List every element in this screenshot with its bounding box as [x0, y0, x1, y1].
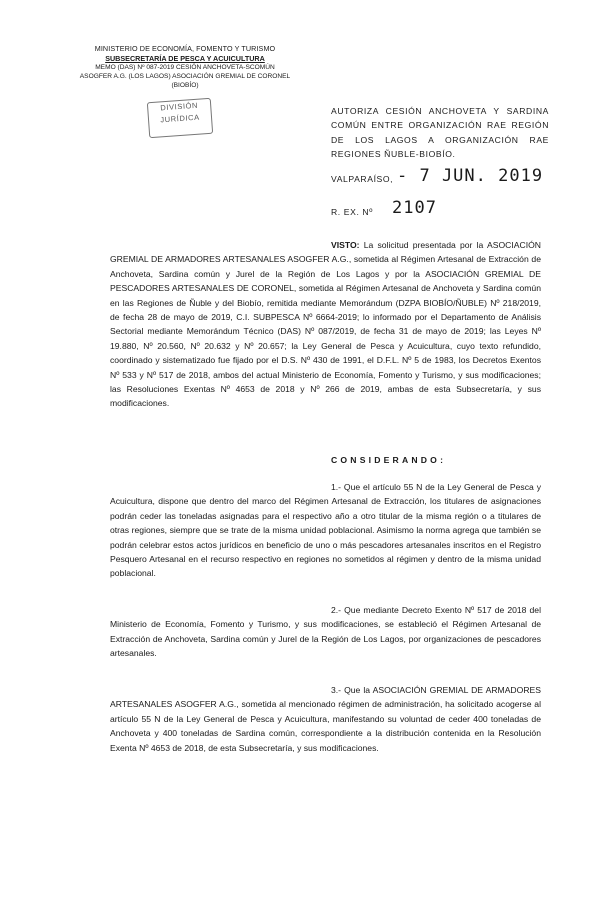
considerando-3: 3.- Que la ASOCIACIÓN GREMIAL DE ARMADORES ARTESANALES ASOGFER A.G., sometida al mencionado régimen de administración, ha solicitado acogerse al artículo 55 N de la Ley General de Pesca y Acuicultura, manifestando su voluntad de ceder 400 toneladas de Anchoveta y 400 toneladas de Sardina común, correspondiente a la distribución contenida en la Resolución Exenta Nº 4653 de 2018, de esta Subsecretaría, y sus modificaciones. [110, 685, 541, 753]
considerando-heading: CONSIDERANDO: [331, 455, 447, 465]
division-juridica-stamp [147, 98, 213, 138]
resolution-title: AUTORIZA CESIÓN ANCHOVETA Y SARDINA COMÚN ENTRE ORGANIZACIÓN RAE REGIÓN DE LOS LAGOS A ORGANIZACIÓN RAE REGIONES ÑUBLE-BIOBÍO. [331, 106, 549, 160]
visto-text: La solicitud presentada por la ASOCIACIÓN GREMIAL DE ARMADORES ARTESANALES ASOGFER A.G., sometida al Régimen Artesanal de Extracción de Anchoveta, Sardina común y Jurel de la Región de Los Lagos y por la ASOCIACIÓN GREMIAL DE PESCADORES ARTESANALES DE CORONEL, sometida al Régimen Artesanal de Anchoveta y Sardina común en las Regiones de Ñuble y del Biobío, remitida mediante Memorándum (DZPA BIOBÍO/ÑUBLE) Nº 218/2019, de fecha 28 de mayo de 2019, C.I. SUBPESCA Nº 6664-2019; lo informado por el Departamento de Análisis Sectorial mediante Memorándum Técnico (DAS) Nº 087/2019, de fecha 31 de mayo de 2019; las Leyes Nº 19.880, Nº 20.560, Nº 20.632 y Nº 20.657; la Ley General de Pesca y Acuicultura, cuyo texto refundido, coordinado y sistematizado fue fijado por el D.S. Nº 430 de 1991, el D.F.L. Nº 5 de 1983, los Decretos Exentos Nº 533 y Nº 517 de 2018, ambos del actual Ministerio de Economía, Fomento y Turismo, y sus modificaciones; las Resoluciones Exentas Nº 4653 de 2018 y Nº 266 de 2019, ambas de esta Subsecretaría, y sus modificaciones. [110, 240, 541, 409]
resolution-number-label: R. EX. Nº [331, 207, 373, 217]
considerando-1: 1.- Que el artículo 55 N de la Ley General de Pesca y Acuicultura, dispone que dentro del marco del Régimen Artesanal de Extracción, los titulares de asignaciones podrán ceder las toneladas asignadas para el respectivo año a otro titular de la misma región o a titulares de otras regiones, siempre que se trate de la misma unidad poblacional. Asimismo la norma agrega que también se podrán celebrar estos actos jurídicos en beneficio de uno o más pescadores artesanales inscritos en el Registro Pesquero Artesanal en el recurso respectivo en regiones no sometidos al régimen y dentro de la misma unidad poblacional. [110, 482, 541, 579]
place-label: VALPARAÍSO, [331, 174, 394, 184]
visto-label: VISTO: [331, 240, 360, 250]
resolution-number-stamp: 2107 [392, 198, 437, 218]
stamp-line-2: JURÍDICA [160, 112, 200, 125]
letterhead [60, 44, 310, 90]
memo-reference-line-3: (BIOBÍO) [171, 82, 199, 90]
visto-paragraph [110, 238, 541, 411]
considerando-2: 2.- Que mediante Decreto Exento Nº 517 de 2018 del Ministerio de Economía, Fomento y Turismo, y sus modificaciones, se estableció el Régimen Artesanal de Extracción de Anchoveta, Sardina común y Jurel de la Región de Los Lagos, por organizaciones de pescadores artesanales. [110, 605, 541, 659]
ministry-name: MINISTERIO DE ECONOMÍA, FOMENTO Y TURISMO [94, 44, 276, 53]
memo-reference-line-2: ASOGFER A.G. (LOS LAGOS) ASOCIACIÓN GREMIAL DE CORONEL [79, 73, 291, 81]
memo-reference-line-1: MEMO (DAS) Nº 087-2019 CESIÓN ANCHOVETA-SCOMÚN [95, 64, 275, 72]
subsecretaria-name: SUBSECRETARÍA DE PESCA Y ACUICULTURA [105, 53, 265, 63]
resolution-date-stamp: - 7 JUN. 2019 [397, 166, 544, 186]
stamp-line-1: DIVISIÓN [160, 100, 199, 113]
